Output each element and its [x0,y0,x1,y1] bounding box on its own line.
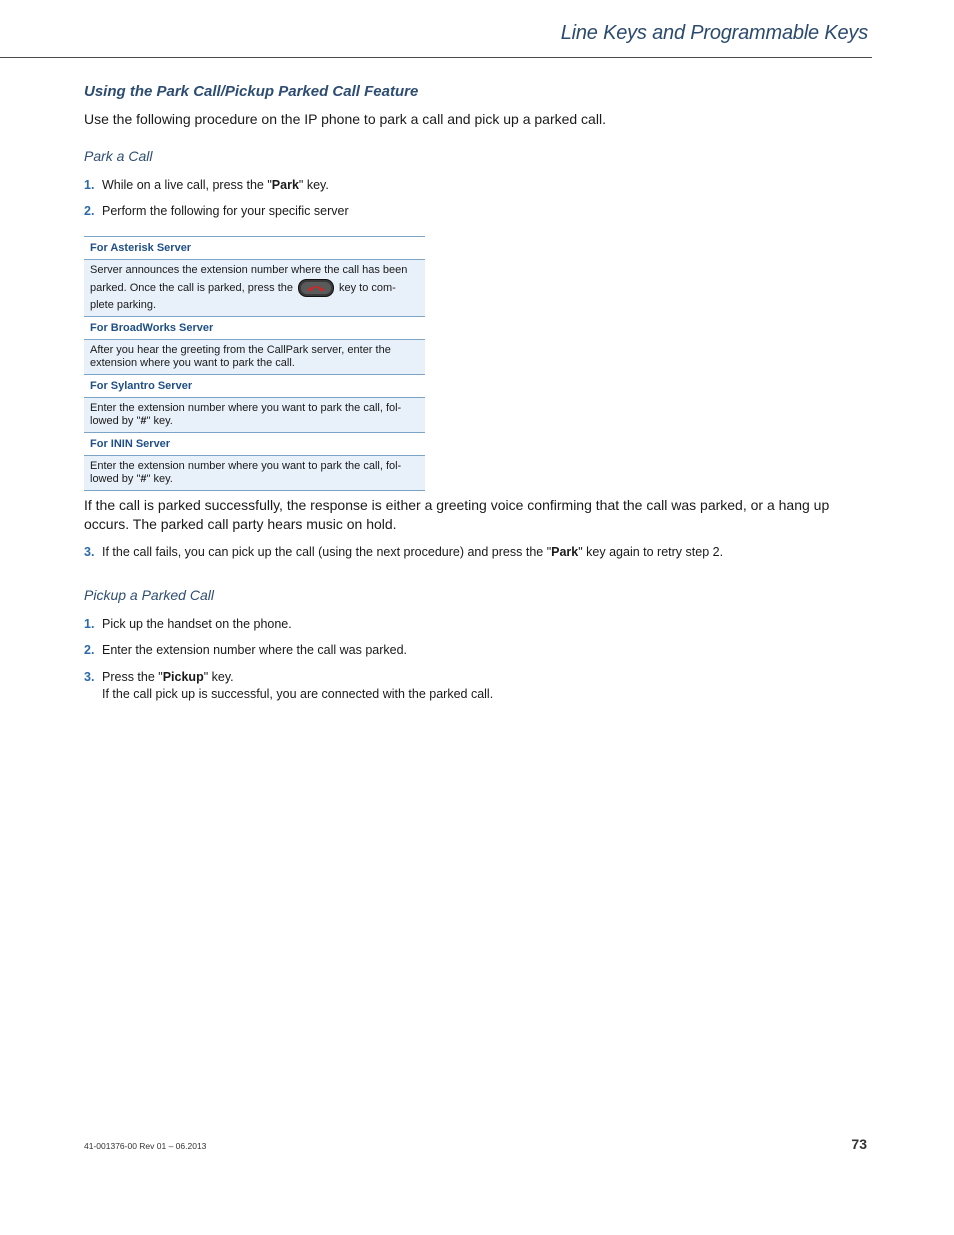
instruction-text: lowed by " [90,473,141,485]
instruction-line: extension where you want to park the call. [90,357,295,369]
server-instructions-asterisk [84,260,425,317]
key-name: # [140,415,147,427]
document-id: 41-001376-00 Rev 01 – 06.2013 [84,1141,207,1151]
step-text: Perform the following for your specific server [102,204,349,218]
server-name-inin: For ININ Server [84,433,425,456]
section-title: Using the Park Call/Pickup Parked Call Feature [84,83,419,100]
step-number: 2. [84,204,95,218]
instruction-text: parked. Once the call is parked, press the [90,281,293,294]
page-number: 73 [851,1136,867,1152]
result-paragraph: If the call is parked successfully, the response is either a greeting voice confirming that the call was parked, or a hang up occurs. The parked call party hears music on hold. [84,497,830,532]
step-text: Enter the extension number where the call was parked. [102,643,408,657]
intro-text: Use the following procedure on the IP phone to park a call and pick up a parked call. [84,111,606,127]
instruction-line: Enter the extension number where you want to park the call, fol- [90,402,402,414]
instruction-line: plete parking. [90,298,157,311]
server-name-asterisk: For Asterisk Server [84,237,425,260]
step-text: If the call fails, you can pick up the call (using the next procedure) and press the " [102,545,552,559]
step-text: While on a live call, press the " [102,178,272,192]
pickup-call-heading: Pickup a Parked Call [84,587,214,603]
step-number: 2. [84,643,95,657]
step-text: Pick up the handset on the phone. [102,617,292,631]
step-number: 1. [84,178,95,192]
server-name-broadworks: For BroadWorks Server [84,317,425,340]
instruction-line [90,415,421,428]
instruction-line: Server announces the extension number where the call has been [90,264,408,276]
server-table [84,236,425,491]
park-step-1 [84,178,329,192]
key-name: Park [271,178,299,192]
step-number: 3. [84,545,95,559]
step-number: 3. [84,670,95,684]
key-name: Pickup [162,670,204,684]
header-rule [0,57,872,58]
pickup-step-1 [84,617,292,631]
step-text: " key again to retry step 2. [578,545,724,559]
end-call-key-icon [298,279,334,297]
step-continuation: If the call pick up is successful, you are connected with the parked call. [102,687,494,701]
pickup-step-3 [84,670,493,701]
instruction-line: After you hear the greeting from the CallPark server, enter the [90,344,391,356]
server-instructions-inin [84,456,425,491]
instruction-line: Enter the extension number where you want to park the call, fol- [90,460,402,472]
step-text: " key. [203,670,234,684]
server-instructions-sylantro [84,398,425,433]
instruction-text: " key. [146,473,173,485]
server-name-sylantro: For Sylantro Server [84,375,425,398]
server-instructions-broadworks [84,340,425,375]
step-number: 1. [84,617,95,631]
instruction-text: key to com- [339,281,396,294]
park-step-2 [84,204,349,218]
park-step-3 [84,545,723,559]
instruction-line [90,473,421,486]
instruction-text: " key. [146,415,173,427]
instruction-line [90,279,421,297]
key-name: # [140,473,147,485]
running-head: Line Keys and Programmable Keys [560,22,868,44]
step-text: " key. [298,178,329,192]
instruction-text: lowed by " [90,415,141,427]
step-text: Press the " [102,670,163,684]
key-name: Park [551,545,579,559]
park-call-heading: Park a Call [84,148,153,164]
pickup-step-2 [84,643,407,657]
